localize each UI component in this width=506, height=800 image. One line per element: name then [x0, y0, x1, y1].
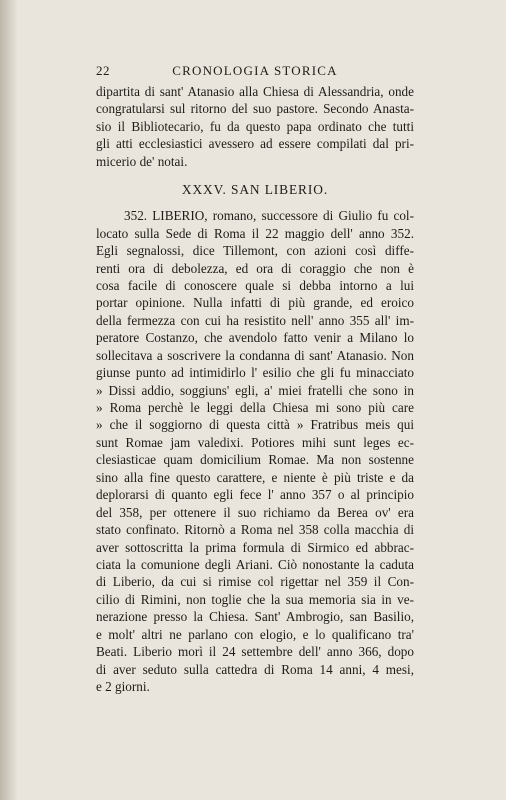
text-line: sollecitava a soscrivere la condanna di sant' Atanasio. Non [96, 347, 414, 363]
text-block [96, 83, 414, 695]
text-line: della fermezza con cui ha resistito nell' anno 355 all' im- [96, 312, 414, 328]
text-line: locato sulla Sede di Roma il 22 maggio dell' anno 352. [96, 225, 414, 241]
text-line: e molt' altri ne parlano con elogio, e lo qualificano tra' [96, 626, 414, 642]
text-line: dipartita di sant' Atanasio alla Chiesa di Alessandria, onde [96, 84, 414, 99]
text-line: nerazione presso la Chiesa. Sant' Ambrogio, san Basilio, [96, 609, 414, 625]
text-line: del 358, per ottenere il suo richiamo da Berea ov' era [96, 504, 414, 520]
text-line: sunt Romae jam valedixi. Potiores mihi sunt leges ec- [96, 434, 414, 450]
section-heading: XXXV. SAN LIBERIO. [181, 182, 329, 198]
text-line: e 2 giorni. [96, 679, 150, 694]
text-line: renti ora di debolezza, ed ora di coraggio che non è [96, 260, 414, 276]
text-line: 352. LIBERIO, romano, successore di Giulio fu col- [124, 208, 414, 224]
text-line: giunse punto ad intimidirlo l' esilio che gli fu minacciato [96, 365, 414, 381]
text-line: cosa facile di conoscere quale si debba intorno a lui [96, 277, 414, 293]
text-line: deplorarsi di quanto egli fece l' anno 357 o al principio [96, 487, 414, 503]
text-line: di Liberio, da cui si rimise col rigettar nel 359 il Con- [96, 574, 414, 590]
text-line: peratore Costanzo, che avendolo fatto venir a Milano lo [96, 330, 414, 346]
text-line: sino alla fine questo carattere, e niente è più triste e da [96, 469, 414, 485]
text-line: » Roma perchè le leggi della Chiesa mi sono più care [96, 400, 414, 415]
text-line: congratularsi sul ritorno del suo pastore. Secondo Anasta- [96, 101, 414, 117]
intro-paragraph [96, 83, 414, 170]
text-line: ciata la comunione degli Ariani. Ciò nonostante la caduta [96, 556, 414, 572]
page-number: 22 [96, 63, 110, 78]
text-line: Egli segnalossi, dice Tillemont, con azioni così diffe- [96, 243, 414, 259]
text-line: portar opinione. Nulla infatti di più grande, ed eroico [96, 295, 414, 311]
text-line: clesiasticae quam domicilium Romae. Ma non sostenne [96, 452, 414, 468]
liberio-paragraph [96, 207, 414, 695]
running-header [96, 63, 414, 81]
text-line: stato confinato. Ritornò a Roma nel 358 colla macchia di [96, 522, 414, 538]
text-line: micerio de' notai. [96, 153, 188, 169]
text-line: sio il Bibliotecario, fu da questo papa ordinato che tutti [96, 118, 414, 134]
text-line: » Dissi addio, soggiuns' egli, a' miei fratelli che sono in [96, 382, 414, 398]
text-line: » che il soggiorno di questa città » Fratribus meis qui [96, 417, 414, 433]
binding-gutter-shadow [0, 0, 18, 800]
text-line: cilio di Rimini, non toglie che la sua memoria sia in ve- [96, 591, 414, 607]
running-title: CRONOLOGIA STORICA [172, 63, 338, 78]
text-line: gli atti ecclesiastici avessero ad essere compilati dal pri- [96, 136, 414, 152]
text-line: Beati. Liberio morì il 24 settembre dell' anno 366, dopo [96, 644, 414, 660]
text-line: di aver seduto sulla cattedra di Roma 14 anni, 4 mesi, [96, 661, 414, 677]
text-line: aver sottoscritta la prima formula di Sirmico ed abbrac- [96, 539, 414, 555]
